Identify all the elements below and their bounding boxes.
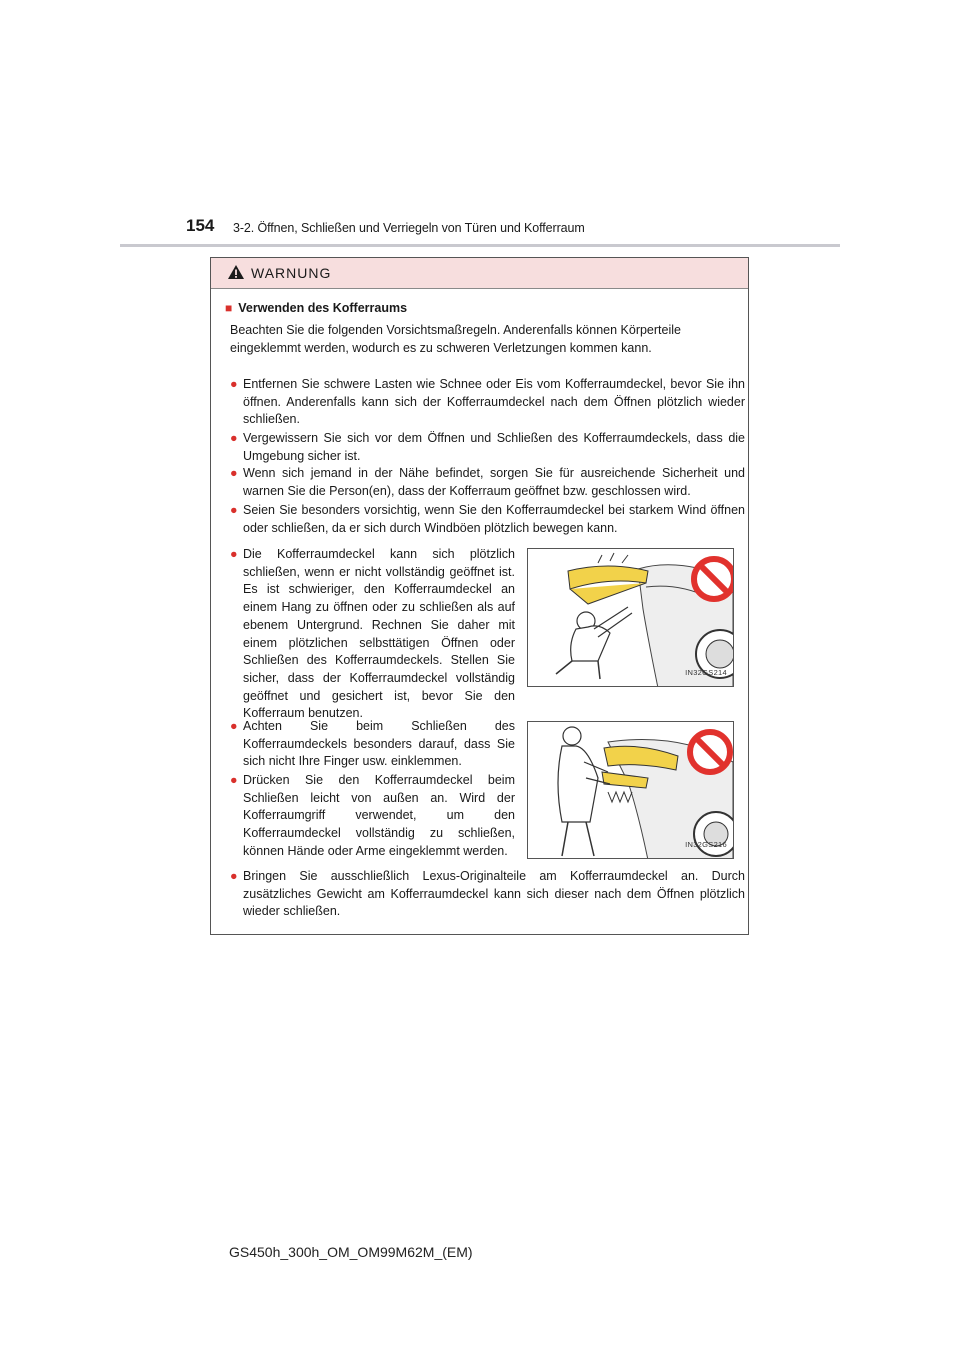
document-id: GS450h_300h_OM_OM99M62M_(EM) [229, 1244, 473, 1260]
bullet-text: Seien Sie besonders vorsichtig, wenn Sie den Kofferraumdeckel bei starkem Wind öffnen oder schließen, da er sich durch Windböen plötzlich bewegen kann. [243, 503, 745, 535]
bullet-item [230, 718, 515, 771]
figure-code: IN32GS214 [685, 668, 727, 678]
bullet-dot-icon: ● [230, 431, 238, 445]
bullet-dot-icon: ● [230, 547, 238, 561]
bullet-text: Achten Sie beim Schließen des Kofferraumdeckels besonders darauf, dass Sie sich nicht Ihre Finger usw. einklemmen. [243, 719, 515, 769]
bullet-item [230, 430, 745, 465]
bullet-dot-icon: ● [230, 377, 238, 391]
bullet-item [230, 502, 745, 537]
section-title: 3-2. Öffnen, Schließen und Verriegeln von Türen und Kofferraum [233, 221, 585, 235]
bullet-dot-icon: ● [230, 869, 238, 883]
page-number: 154 [186, 216, 215, 235]
warning-title: WARNUNG [251, 265, 332, 281]
warning-content [211, 288, 748, 934]
figure-lid-closing-suddenly [527, 548, 734, 687]
bullet-text: Entfernen Sie schwere Lasten wie Schnee oder Eis vom Kofferraumdeckel, bevor Sie ihn öffnen. Anderenfalls kann sich der Kofferraumdeckel nach dem Öffnen plötzlich wieder schließen. [243, 377, 745, 427]
bullet-text: Wenn sich jemand in der Nähe befindet, sorgen Sie für ausreichende Sicherheit und warnen Sie die Person(en), dass der Kofferraum geöffnet bzw. geschlossen wird. [243, 466, 745, 498]
bullet-dot-icon: ● [230, 503, 238, 517]
figure-code: IN32GS216 [685, 840, 727, 850]
bullet-dot-icon: ● [230, 719, 238, 733]
bullet-text: Die Kofferraumdeckel kann sich plötzlich schließen, wenn er nicht vollständig geöffnet ist. Es ist schwieriger, den Kofferraumdeckel an einem Hang zu öffnen oder zu schließen als auf ebenem Untergrund. Rechnen Sie daher mit einem plötzlichen selbsttätigen Öffnen oder Schließen des Kofferraumdeckels. Stellen Sie sicher, dass der Kofferraumdeckel vollständig geöffnet und gesichert ist, bevor Sie den Kofferraum benutzen. [243, 547, 515, 721]
bullet-item [230, 772, 515, 861]
warning-triangle-icon [227, 264, 245, 280]
header-rule [120, 244, 840, 247]
square-bullet-icon: ■ [225, 301, 233, 315]
bullet-text: Vergewissern Sie sich vor dem Öffnen und Schließen des Kofferraumdeckels, dass die Umgebung sicher ist. [243, 431, 745, 463]
figure-fingers-pinched [527, 721, 734, 859]
bullet-item [230, 465, 745, 500]
bullet-dot-icon: ● [230, 773, 238, 787]
bullet-dot-icon: ● [230, 466, 238, 480]
warning-heading-text: Verwenden des Kofferraums [238, 301, 408, 315]
warning-intro: Beachten Sie die folgenden Vorsichtsmaßregeln. Anderenfalls können Körperteile eingeklemmt werden, wodurch es zu schweren Verletzungen kommen kann. [230, 323, 681, 355]
bullet-item [230, 546, 515, 723]
bullet-text: Drücken Sie den Kofferraumdeckel beim Schließen leicht von außen an. Wird der Kofferraumgriff verwendet, um den Kofferraumdeckel vollständig zu schließen, können Hände oder Arme eingeklemmt werden. [243, 773, 515, 858]
bullet-text: Bringen Sie ausschließlich Lexus-Originalteile am Kofferraumdeckel an. Durch zusätzliches Gewicht am Kofferraumdeckel kann sich dieser nach dem Öffnen plötzlich wieder schließen. [243, 869, 745, 919]
warning-header [211, 258, 748, 289]
bullet-item [230, 376, 745, 429]
bullet-item [230, 868, 745, 921]
warning-heading [225, 300, 407, 318]
warning-box [210, 257, 749, 935]
